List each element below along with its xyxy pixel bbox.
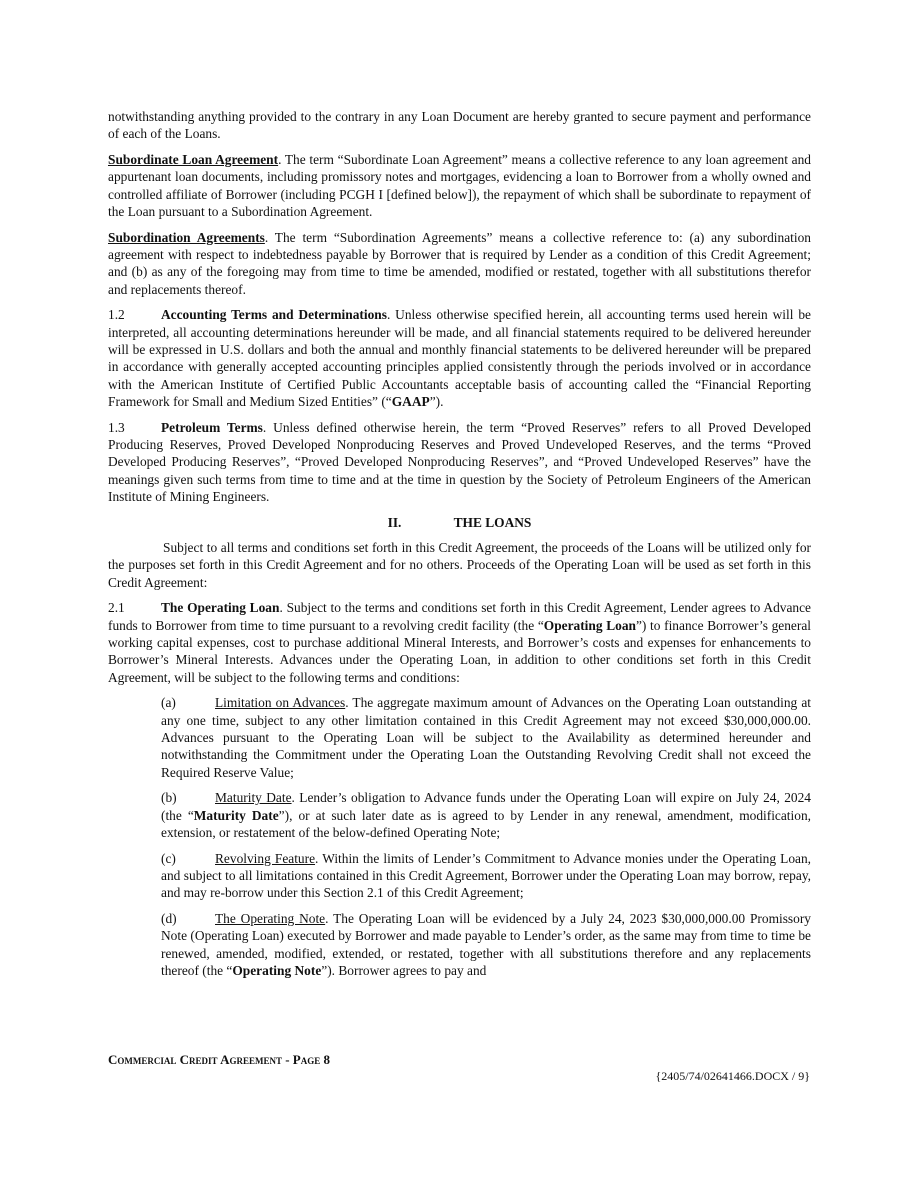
section-number: 1.3: [108, 419, 125, 435]
defined-term: Subordination Agreements: [108, 229, 265, 245]
article-intro: Subject to all terms and conditions set forth in this Credit Agreement, the proceeds of the Loans will be utilized only for the purposes set forth in this Credit Agreement and for no others. Proceeds of the Operating Loan will be used as set forth in this Credit Agreement:: [108, 540, 811, 590]
document-body: [108, 108, 811, 988]
defined-term: Operating Loan: [543, 617, 636, 633]
subsection-d: [161, 910, 811, 979]
paragraph-continuation: notwithstanding anything provided to the contrary in any Loan Document are hereby granted to secure payment and performance of each of the Loans.: [108, 109, 811, 142]
subsection-title: Limitation on Advances: [215, 695, 346, 711]
subsection-text: . Within the limits of Lender’s Commitment to Advance monies under the Operating Loan, and subject to all limitations contained in this Credit Agreement, Borrower under the Operating Loan may borrow, repay, and may re-borrow under this Section 2.1 of this Credit Agreement;: [161, 850, 812, 901]
section-title: Accounting Terms and Determinations: [161, 307, 387, 323]
section-text: . Subject to the terms and conditions set forth in this Credit Agreement, Lender agrees to Advance funds to Borrower from time to time pursuant to a revolving credit facility (the “: [108, 600, 811, 633]
article-number: II.: [387, 514, 402, 530]
subsection-text: ”). Borrower agrees to pay and: [321, 963, 487, 979]
defined-term: Maturity Date: [193, 807, 279, 823]
section-number: 2.1: [108, 600, 125, 616]
subsection-number: (b): [161, 790, 177, 806]
definition-text: . The term “Subordination Agreements” means a collective reference to: (a) any subordination agreement with respect to indebtedness payable by Borrower that is required by Lender as a condition of this Credit Agreement; and (b) as any of the foregoing may from time to time be amended, modified or restated, together with all substitutions therefor and replacements thereof.: [108, 229, 811, 297]
article-title: THE LOANS: [453, 514, 532, 530]
defined-term: Subordinate Loan Agreement: [108, 152, 279, 168]
subsection-title: Revolving Feature: [215, 850, 316, 866]
subsection-text: . Lender’s obligation to Advance funds under the Operating Loan will expire on July 24, 2024 (the “: [161, 790, 811, 823]
subsection-c: [161, 850, 811, 902]
subsection-text: ”), or at such later date as is agreed to by Lender in any renewal, amendment, modification, extension, or restatement of the below-defined Operating Note;: [161, 807, 811, 840]
subsection-number: (a): [161, 695, 176, 711]
section-title: The Operating Loan: [161, 600, 280, 616]
subsection-title: Maturity Date: [215, 790, 292, 806]
definition-subordination-agreements: [108, 229, 811, 298]
gaap-term: GAAP: [391, 393, 430, 409]
subsection-number: (c): [161, 850, 176, 866]
definition-text: . The term “Subordinate Loan Agreement” means a collective reference to any loan agreement and appurtenant loan documents, including promissory notes and mortgages, evidencing a loan to Borrower from a wholly owned and controlled affiliate of Borrower (including PCGH I [defined below]), the repayment of which shall be subordinate to repayment of the Loan pursuant to a Subordination Agreement.: [108, 152, 811, 219]
subsection-title: The Operating Note: [215, 911, 326, 927]
document-id: {2405/74/02641466.DOCX / 9}: [655, 1069, 810, 1083]
subsection-number: (d): [161, 911, 177, 927]
section-1-3: [108, 419, 811, 505]
subsection-text: . The aggregate maximum amount of Advances on the Operating Loan outstanding at any one time, subject to any other limitation contained in this Credit Agreement may not exceed $30,000,000.00. Advances pursuant to the Operating Loan will be subject to the Availability as determined hereunder and notwithstanding the Commitment under the Operating Loan the Outstanding Revolving Credit shall not exceed the Required Reserve Value;: [161, 695, 811, 780]
section-2-1: [108, 599, 811, 685]
section-text: . Unless otherwise specified herein, all accounting terms used herein will be interpreted, all accounting determinations hereunder will be made, and all financial statements required to be delivered hereunder will be expressed in U.S. dollars and both the annual and monthly financial statements to be delivered hereunder will be prepared in accordance with generally accepted accounting principles applied consistently through the periods involved or in accordance with the American Institute of Certified Public Accountants acceptable basis of accounting called the “Financial Reporting Framework for Small and Medium Sized Entities” (“: [108, 307, 811, 409]
defined-term: Operating Note: [232, 963, 322, 979]
subsection-a: [161, 694, 811, 780]
section-1-2: [108, 306, 811, 410]
subsection-b: [161, 789, 811, 841]
section-number: 1.2: [108, 307, 125, 323]
section-text: . Unless defined otherwise herein, the term “Proved Reserves” refers to all Proved Developed Producing Reserves, Proved Developed Nonproducing Reserves and Proved Undeveloped Reserves, and the terms “Proved Developed Producing Reserves”, “Proved Developed Nonproducing Reserves”, and “Proved Undeveloped Reserves” have the meanings given such terms from time to time and at the time in question by the Society of Petroleum Engineers of the American Institute of Mining Engineers.: [108, 419, 811, 504]
definition-subordinate-loan-agreement: [108, 151, 811, 220]
page-footer-title: Commercial Credit Agreement - Page 8: [108, 1052, 330, 1067]
article-heading: [108, 514, 811, 531]
section-text: ”) to finance Borrower’s general working capital expenses, cost to purchase additional Mineral Interests, and Borrower’s costs and expenses for enhancements to Borrower’s Mineral Interests. Advances under the Operating Loan, in addition to other conditions set forth in this Credit Agreement, will be subject to the following terms and conditions:: [108, 617, 811, 685]
subsection-text: . The Operating Loan will be evidenced by a July 24, 2023 $30,000,000.00 Promissory Note (Operating Loan) executed by Borrower and made payable to Lender’s order, as the same may from time to time be renewed, amended, modified, extended, or restated, together with all substitutions therefore and any replacements thereof (the “: [161, 911, 811, 979]
section-title: Petroleum Terms: [161, 419, 263, 435]
section-text-end: ”).: [429, 393, 444, 409]
